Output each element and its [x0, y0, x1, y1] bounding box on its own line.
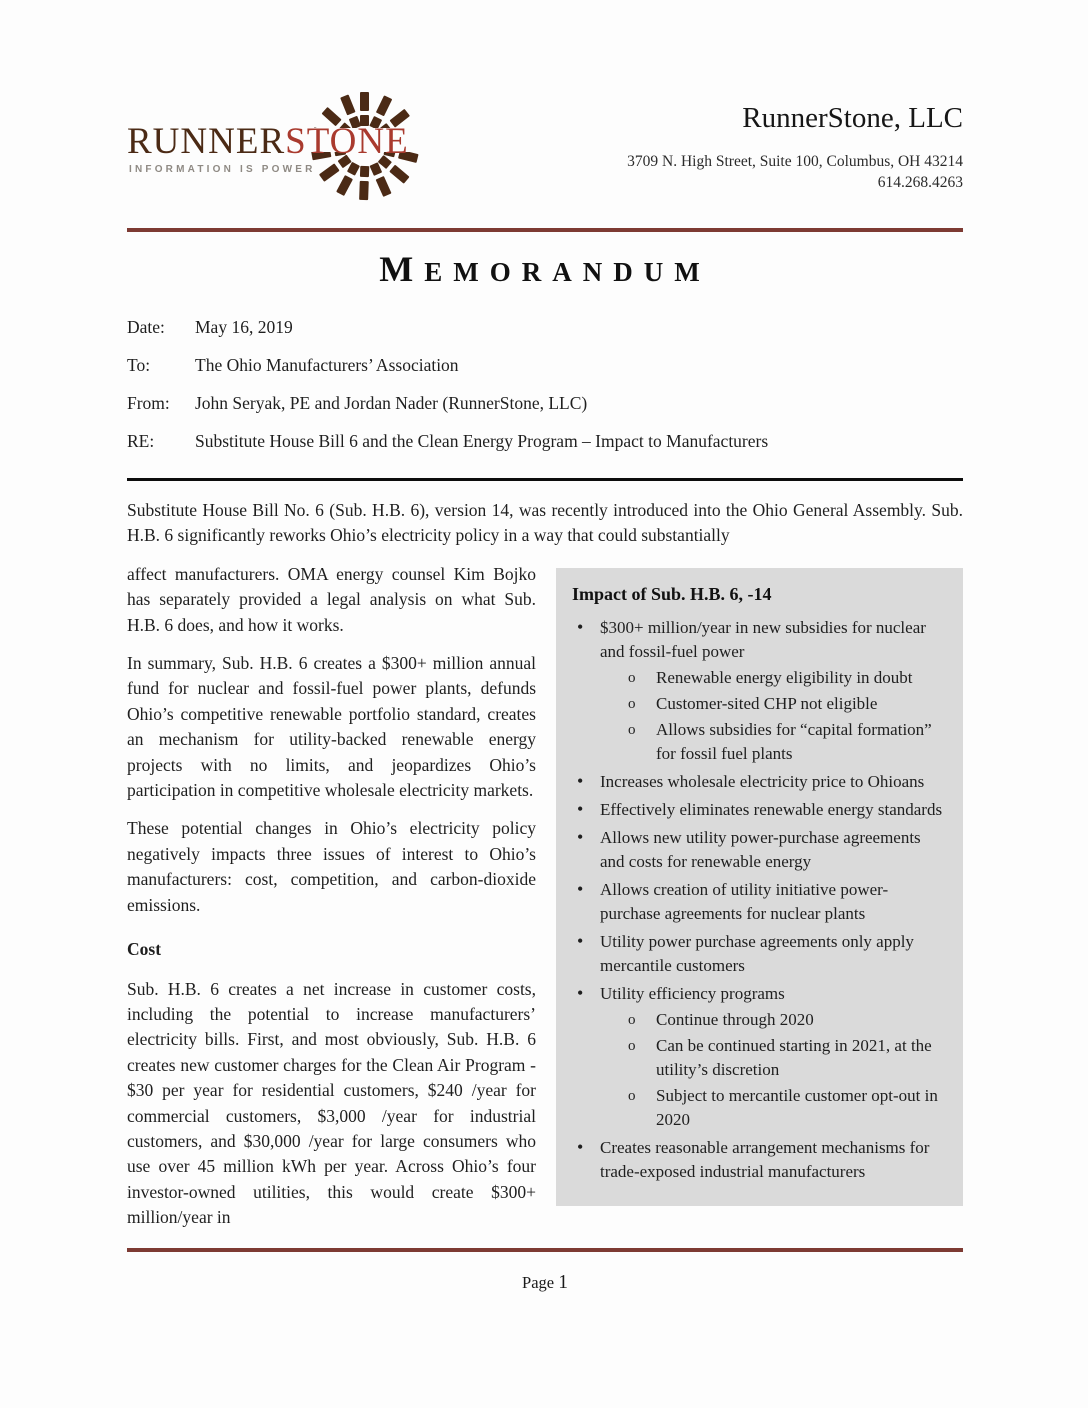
memo-content	[127, 0, 963, 1244]
impact-item	[572, 616, 947, 766]
field-row-re	[127, 430, 963, 452]
logo-word-runner: RUNNER	[127, 121, 286, 162]
impact-subitem: o Can be continued starting in 2021, at the utility’s discretion	[626, 1034, 947, 1082]
field-label-date: Date:	[127, 317, 165, 337]
impact-item: • Creates reasonable arrangement mechanisms for trade-exposed industrial manufacturers	[572, 1136, 947, 1184]
field-label-re: RE:	[127, 431, 155, 451]
memo-fields	[127, 316, 963, 452]
page-number	[127, 1272, 963, 1294]
memo-title: MEMORANDUM	[379, 249, 711, 289]
impact-sublist	[600, 1008, 947, 1132]
impact-subitem: o Renewable energy eligibility in doubt	[626, 666, 947, 690]
field-value-re: Substitute House Bill 6 and the Clean Energy Program – Impact to Manufacturers	[195, 431, 769, 451]
company-logo	[127, 88, 447, 204]
footer-rule	[127, 1248, 963, 1252]
impact-sidebar	[556, 568, 963, 1206]
impact-item: • Allows new utility power-purchase agreements and costs for renewable energy	[572, 826, 947, 874]
cost-paragraph: Sub. H.B. 6 creates a net increase in customer costs, including the potential to increase manufacturers’ electricity bills. First, and most obviously, Sub. H.B. 6 creates new customer charges for the Clean Air Program - $30 per year for residential customers, $240 /year for commercial customers, $3,000 /year for industrial customers, and $30,000 /year for large consumers who use over 45 million kWh per year. Across Ohio’s four investor-owned utilities, this would create $300+ million/year in	[127, 978, 536, 1228]
impact-item: • Increases wholesale electricity price to Ohioans	[572, 770, 947, 794]
impact-item	[572, 982, 947, 1132]
page-number-label: Page	[522, 1273, 555, 1292]
field-row-to	[127, 354, 963, 376]
impact-subitem: o Subject to mercantile customer opt-out in 2020	[626, 1084, 947, 1132]
field-value-to: The Ohio Manufacturers’ Association	[195, 355, 459, 375]
changes-paragraph: These potential changes in Ohio’s electricity policy negatively impacts three issues of interest to Ohio’s manufacturers: cost, competition, and carbon-dioxide emissions.	[127, 818, 536, 915]
header-rule	[127, 228, 963, 232]
impact-item: • Utility power purchase agreements only apply mercantile customers	[572, 930, 947, 978]
field-label-from: From:	[127, 393, 170, 413]
memo-body	[127, 498, 963, 1231]
impact-item: • Effectively eliminates renewable energy standards	[572, 798, 947, 822]
impact-item-text: Utility efficiency programs	[600, 984, 785, 1004]
field-value-from: John Seryak, PE and Jordan Nader (RunnerStone, LLC)	[195, 393, 588, 413]
intro-continued-paragraph: affect manufacturers. OMA energy counsel Kim Bojko has separately provided a legal analysis on what Sub. H.B. 6 does, and how it works.	[127, 563, 536, 635]
impact-list	[572, 616, 947, 1184]
impact-subitem: o Customer-sited CHP not eligible	[626, 692, 947, 716]
intro-paragraph: Substitute House Bill No. 6 (Sub. H.B. 6), version 14, was recently introduced into the Ohio General Assembly. Sub. H.B. 6 significantly reworks Ohio’s electricity policy in a way that could substantially	[127, 500, 963, 546]
company-name: RunnerStone, LLC	[742, 102, 963, 134]
field-label-to: To:	[127, 355, 151, 375]
logo-word-stone: STONE	[285, 121, 409, 162]
impact-sidebar-title: Impact of Sub. H.B. 6, -14	[572, 583, 772, 604]
company-address: 3709 N. High Street, Suite 100, Columbus, OH 43214	[627, 153, 963, 170]
impact-subitem: o Allows subsidies for “capital formation” for fossil fuel plants	[626, 718, 947, 766]
impact-subitem: o Continue through 2020	[626, 1008, 947, 1032]
company-phone: 614.268.4263	[877, 174, 963, 191]
page-footer	[127, 1248, 963, 1294]
letterhead	[127, 88, 963, 204]
impact-item: • Allows creation of utility initiative power-purchase agreements for nuclear plants	[572, 878, 947, 926]
cost-heading: Cost	[127, 939, 162, 960]
summary-paragraph: In summary, Sub. H.B. 6 creates a $300+ million annual fund for nuclear and fossil-fuel power plants, defunds Ohio’s competitive renewable portfolio standard, creates an mechanism for utility-backed renewable energy projects with no limits, and jeopardizes Ohio’s participation in competitive wholesale electricity markets.	[127, 653, 536, 801]
field-value-date: May 16, 2019	[195, 317, 293, 337]
divider-rule	[127, 478, 963, 481]
field-row-from	[127, 392, 963, 414]
logo-tagline: INFORMATION IS POWER	[129, 164, 316, 175]
company-info-block	[627, 88, 963, 204]
impact-item-text: $300+ million/year in new subsidies for nuclear and fossil-fuel power	[600, 618, 926, 662]
page-number-value: 1	[558, 1272, 568, 1293]
field-row-date	[127, 316, 963, 338]
impact-sublist	[600, 666, 947, 766]
logo-wordmark	[127, 120, 409, 163]
